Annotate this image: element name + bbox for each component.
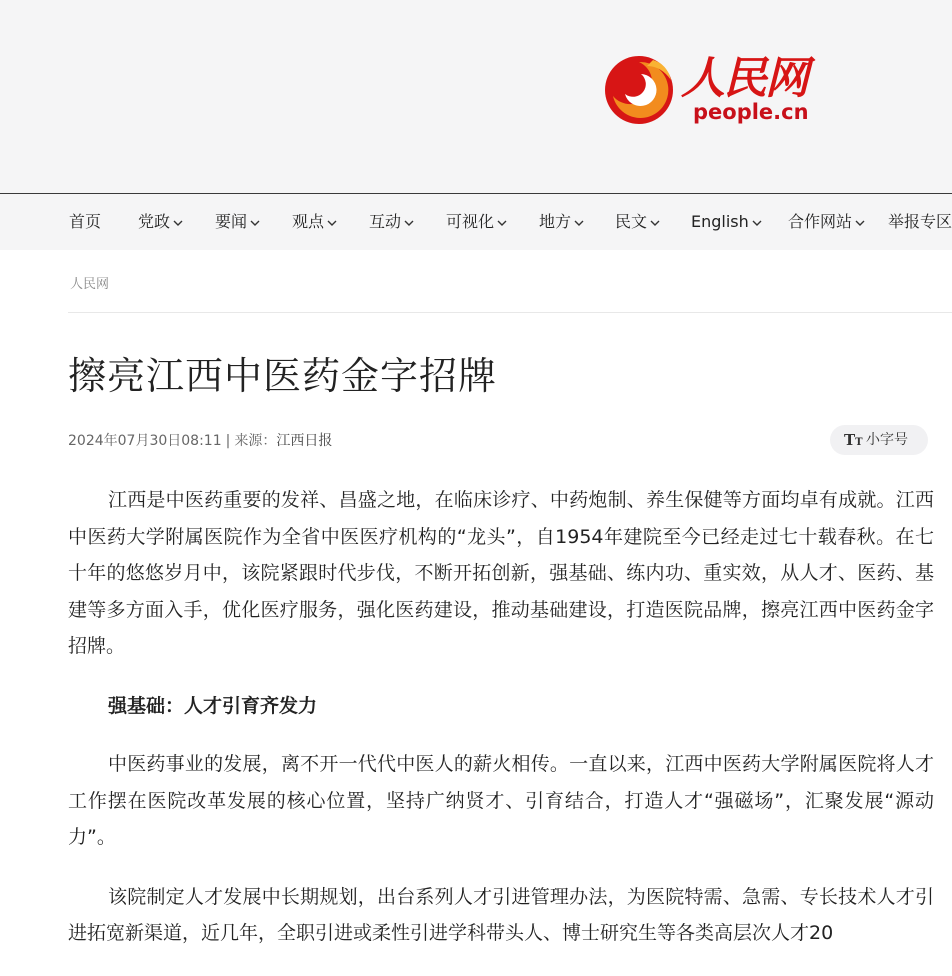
chevron-down-icon	[574, 218, 584, 228]
article-meta	[68, 430, 332, 450]
nav-item-minority-languages[interactable]	[615, 194, 660, 250]
nav-item-home[interactable]	[69, 194, 101, 250]
chevron-down-icon	[250, 218, 260, 228]
nav-item-english[interactable]	[691, 194, 762, 250]
publish-datetime: 2024年07月30日08:11	[68, 433, 222, 449]
nav-item-label: 地方	[539, 212, 572, 231]
breadcrumb[interactable]: 人民网	[70, 277, 110, 292]
article-paragraph: 中医药事业的发展，离不开一代代中医人的薪火相传。一直以来，江西中医药大学附属医院将人才工作摆在医院改革发展的核心位置，坚持广纳贤才、引育结合，打造人才“强磁场”，汇聚发展“源动力”。	[68, 753, 934, 848]
meta-separator: |	[225, 433, 231, 449]
chevron-down-icon	[173, 218, 183, 228]
article-paragraph: 江西是中医药重要的发祥、昌盛之地，在临床诊疗、中药炮制、养生保健等方面均卓有成就。江西中医药大学附属医院作为全省中医医疗机构的“龙头”，自1954年建院至今已经走过七十载春秋。在七十年的悠悠岁月中，该院紧跟时代步伐，不断开拓创新，强基础、练内功、重实效，从人才、医药、基建等多方面入手，优化医疗服务，强化医药建设，推动基础建设，打造医院品牌，擦亮江西中医药金字招牌。	[68, 489, 934, 657]
nav-item-label: 首页	[69, 212, 102, 231]
people-cn-logo[interactable]	[601, 48, 816, 132]
chevron-down-icon	[404, 218, 414, 228]
nav-item-label: 要闻	[215, 212, 248, 231]
nav-item-label: 合作网站	[788, 212, 853, 231]
section-heading: 强基础：人才引育齐发力	[108, 694, 318, 717]
nav-item-label: 观点	[292, 212, 325, 231]
nav-item-report[interactable]	[888, 194, 952, 250]
main-nav	[0, 194, 952, 250]
nav-item-label: 举报专区	[888, 212, 952, 231]
nav-item-interaction[interactable]	[369, 194, 414, 250]
chevron-down-icon	[327, 218, 337, 228]
article-body	[68, 482, 934, 975]
nav-item-local[interactable]	[539, 194, 584, 250]
nav-item-opinion[interactable]	[292, 194, 337, 250]
chevron-down-icon	[752, 218, 762, 228]
nav-item-visual[interactable]	[446, 194, 507, 250]
nav-item-partner-sites[interactable]	[788, 194, 865, 250]
nav-item-label: 互动	[369, 212, 402, 231]
chevron-down-icon	[650, 218, 660, 228]
nav-item-label: 党政	[138, 212, 171, 231]
nav-item-party[interactable]	[138, 194, 183, 250]
article-paragraph: 该院制定人才发展中长期规划，出台系列人才引进管理办法，为医院特需、急需、专长技术人才引进拓宽新渠道，近几年，全职引进或柔性引进学科带头人、博士研究生等各类高层次人才20	[68, 885, 934, 944]
source-label: 来源：	[234, 433, 277, 449]
logo-english-text: people.cn	[693, 100, 809, 124]
text-size-icon: TT	[844, 431, 863, 449]
nav-item-label: English	[691, 212, 749, 231]
divider	[68, 312, 952, 313]
font-size-label: 小字号	[866, 432, 908, 448]
chevron-down-icon	[497, 218, 507, 228]
page-title: 擦亮江西中医药金字招牌	[68, 354, 498, 398]
nav-item-label: 可视化	[446, 212, 495, 231]
font-size-toggle-button[interactable]	[830, 425, 928, 455]
source-link[interactable]: 江西日报	[276, 433, 333, 449]
nav-item-label: 民文	[615, 212, 648, 231]
logo-chinese-text: 人民网	[681, 53, 807, 104]
chevron-down-icon	[855, 218, 865, 228]
header-band	[0, 0, 952, 194]
nav-item-news[interactable]	[215, 194, 260, 250]
people-logo-icon	[601, 52, 677, 128]
